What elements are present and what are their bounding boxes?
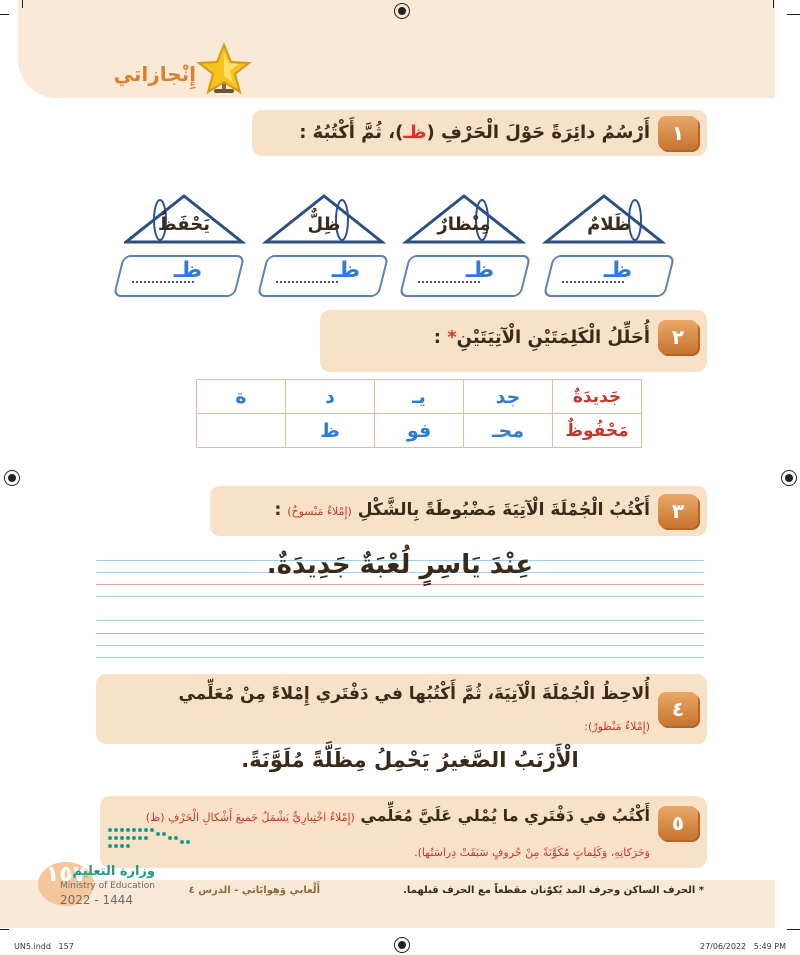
table-cell[interactable] [197,414,286,448]
crop-mark [0,929,9,930]
edition-year: 2022 - 1444 [60,893,134,907]
crop-mark [0,14,9,15]
writing-guide-line[interactable] [96,645,704,646]
table-cell[interactable]: د [286,380,375,414]
writing-guide-line[interactable] [96,657,704,658]
question-number: ١ [658,116,698,150]
table-cell[interactable]: محـ [464,414,553,448]
print-file-info: UN5.indd 157 [14,942,74,951]
table-cell[interactable]: يـ [375,380,464,414]
question-5-instruction: أَكْتُبُ في دَفْتَري ما يُمْلي عَلَيَّ مُعَلِّمي (إِمْلاءٌ اخْتِبارِيٌّ يَشْمَلُ جَميعَ أَشْكالِ الْحَرْفِ (ظ) [145,806,650,825]
crop-mark [787,929,800,930]
word-triangle-label: ظَلامٌ [587,214,631,235]
word-triangle-label: مِنْظارٌ [437,214,491,235]
word-triangle-label: يَحْفَظُ [158,214,210,235]
answer-letter: ظـ [603,258,633,283]
page-number: ١٥٧ [45,862,87,887]
lesson-label: أَلْعابي وَهِوايَاتي - الدرس ٤ [188,885,320,896]
registration-mark-icon [394,937,410,953]
crop-mark [773,0,774,8]
answer-letter: ظـ [331,258,361,283]
question-2-instruction: أُحَلِّلُ الْكَلِمَتَيْنِ الْآتِيَتَيْنِ* : [433,327,650,348]
crop-mark [787,14,800,15]
question-5-note: وَحَرَكاتِهِ، وَكَلِماتٍ مُكَوَّنَةً مِنْ حُروفٍ سَبَقَتْ دِراسَتُها). [414,846,650,859]
registration-mark-icon [781,470,797,486]
star-trophy-icon [196,42,252,98]
table-word-cell: جَديدَةٌ [553,380,642,414]
table-row [197,380,642,414]
writing-baseline [96,584,704,585]
model-sentence: عِنْدَ يَاسِرٍ لُعْبَةٌ جَدِيدَةٌ. [266,550,534,580]
question-1-instruction: أَرْسُمُ دائِرَةً حَوْلَ الْحَرْفِ (ظـ)، ثُمَّ أَكْتُبُهُ : [299,122,650,143]
word-triangle-label: ظِلٌّ [307,214,341,235]
registration-mark-icon [4,470,20,486]
ministry-name-english: Ministry of Education [60,881,155,891]
question-number: ٣ [658,494,698,528]
table-cell[interactable]: ظ [286,414,375,448]
footnote: * الحرف الساكن وحرف المد يُكوّنان مقطعاً مع الحرف قبلهما. [403,885,704,896]
ministry-logo-icon [106,824,192,850]
print-date-info: 27/06/2022 5:49 PM [700,942,786,951]
ministry-name-arabic: وزارة التعليم [72,864,155,879]
answer-letter: ظـ [173,258,203,283]
question-4-note: (إِمْلاءٌ مَنْظورٌ): [584,720,650,733]
writing-guide-line [96,596,704,597]
table-cell[interactable]: جد [464,380,553,414]
word-analysis-table [196,379,642,448]
answer-box[interactable] [257,255,389,297]
observed-sentence: الْأَرْنَبُ الصَّغيرُ يَحْمِلُ مِظَلَّةً مُلَوَّنَةً. [241,748,579,772]
answer-letter: ظـ [465,258,495,283]
crop-mark [22,0,23,8]
writing-baseline[interactable] [96,633,704,634]
registration-mark-icon [394,3,410,19]
question-number: ٤ [658,692,698,726]
question-3-instruction: أَكْتُبُ الْجُمْلَةَ الْآتِيَةَ مَضْبُوطَةً بِالشَّكْلِ (إِمْلاءٌ مَنْسوخٌ) : [274,500,650,520]
table-word-cell: مَحْفُوظٌ [553,414,642,448]
table-row [197,414,642,448]
question-4-instruction: أُلاحِظُ الْجُمْلَةَ الْآتِيَةَ، ثُمَّ أَكْتُبُها في دَفْتَري إِمْلاءً مِنْ مُعَلِّمي [178,684,650,704]
page-title: إِنْجازاتي [113,62,196,86]
table-cell[interactable]: ة [197,380,286,414]
question-number: ٢ [658,320,698,354]
question-number: ٥ [658,806,698,840]
table-cell[interactable]: فو [375,414,464,448]
writing-guide-line[interactable] [96,620,704,621]
